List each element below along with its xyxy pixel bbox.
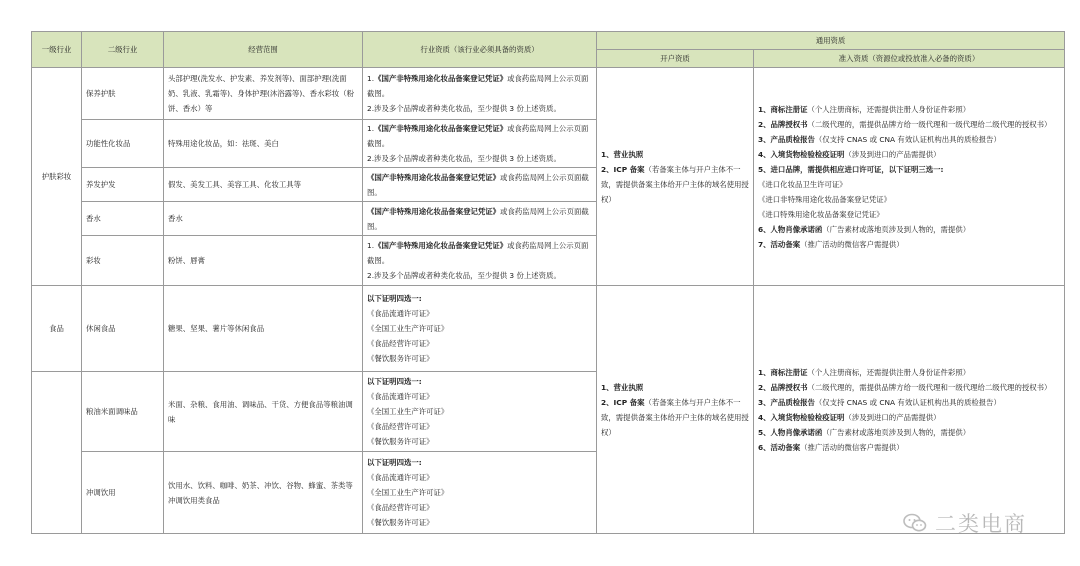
header-entry-qual: 准入资质（资源位或投放准入必备的资质）: [754, 50, 1065, 68]
cert-item: 《全国工业生产许可证》: [367, 407, 449, 416]
industry-qual-cell: [363, 372, 597, 452]
cert-name: 《国产非特殊用途化妆品备案登记凭证》: [367, 172, 501, 182]
qual-line: 或食药监局网上公示页面截图。: [367, 74, 589, 98]
table-row: [32, 68, 1065, 120]
cert-name: 《国产非特殊用途化妆品备案登记凭证》: [367, 206, 501, 216]
qual-line: 2.涉及多个品牌或者种类化妆品，至少提供 3 份上述资质。: [367, 104, 561, 113]
industry-qual-cell: [363, 286, 597, 372]
watermark-text: 二类电商: [935, 512, 1027, 536]
level2-cell: 休闲食品: [82, 286, 164, 372]
entry-qual-cell-skincare: [754, 68, 1065, 286]
cert-item: 《食品经营许可证》: [367, 422, 434, 431]
open-qual-cell-skincare: [597, 68, 754, 286]
open-qual-cell-food: [597, 286, 754, 534]
cert-item: 《食品经营许可证》: [367, 339, 434, 348]
industry-qual-cell: [363, 452, 597, 534]
cert-item: 《全国工业生产许可证》: [367, 488, 449, 497]
entry-item: 1、商标注册证（个人注册商标，还需提供注册人身份证件彩照）: [758, 367, 971, 377]
entry-item: 《进口非特殊用途化妆品备案登记凭证》: [758, 194, 892, 204]
entry-item: 6、人物肖像承诺函（广告素材或落地页涉及到人物的，需提供）: [758, 224, 971, 234]
cert-item: 《食品经营许可证》: [367, 503, 434, 512]
header-general-qual: 通用资质: [597, 32, 1065, 50]
wechat-icon: [903, 513, 927, 533]
industry-qual-cell: [363, 202, 597, 236]
industry-qual-cell: [363, 68, 597, 120]
level2-cell: 保养护肤: [82, 68, 164, 120]
qualification-table: [31, 31, 1065, 534]
qual-line: 1.: [367, 74, 375, 83]
level2-cell: 粮油米面调味品: [82, 372, 164, 452]
scope-cell: 特殊用途化妆品，如：祛斑、美白: [164, 120, 363, 168]
table-row: [32, 286, 1065, 372]
entry-item: 3、产品质检报告（仅支持 CNAS 或 CNA 有效认证机构出具的质检报告）: [758, 397, 1001, 407]
cert-name: 《国产非特殊用途化妆品备案登记凭证》: [374, 74, 508, 83]
qual-line: 1.: [367, 124, 375, 133]
qual-line: 1.: [367, 241, 375, 250]
header-level2: 二级行业: [82, 32, 164, 68]
entry-item: 2、品牌授权书（二级代理的，需提供品牌方给一级代理和一级代理给二级代理的授权书）: [758, 119, 1052, 129]
qual-head: 以下证明四选一:: [367, 294, 422, 303]
level2-cell: 香水: [82, 202, 164, 236]
open-qual-note: （若备案主体与开户主体不一致，需提供备案主体给开户主体的域名使用授权）: [601, 397, 749, 437]
qual-line: 或食药监局网上公示页面截图。: [367, 172, 589, 197]
scope-cell: 假发、美发工具、美容工具、化妆工具等: [164, 168, 363, 202]
entry-item: 5、人物肖像承诺函（广告素材或落地页涉及到人物的，需提供）: [758, 427, 971, 437]
entry-item: 4、入境货物检验检疫证明（涉及到进口的产品需提供）: [758, 412, 941, 422]
header-industry-qual: 行业资质（该行业必须具备的资质）: [363, 32, 597, 68]
entry-qual-cell-food: [754, 286, 1065, 534]
open-qual-item: 1、营业执照: [601, 149, 644, 159]
header-scope: 经营范围: [164, 32, 363, 68]
open-qual-item: 2、ICP 备案: [601, 164, 645, 174]
qual-line: 或食药监局网上公示页面截图。: [367, 206, 589, 231]
level2-cell: 养发护发: [82, 168, 164, 202]
watermark: [903, 508, 1027, 538]
industry-qual-cell: [363, 236, 597, 286]
entry-item: 7、活动备案（推广活动的微信客户需提供）: [758, 239, 904, 249]
qual-line: 2.涉及多个品牌或者种类化妆品，至少提供 3 份上述资质。: [367, 154, 561, 163]
open-qual-note: （若备案主体与开户主体不一致，需提供备案主体给开户主体的域名使用授权）: [601, 164, 749, 204]
scope-cell: 香水: [164, 202, 363, 236]
header-open-qual: 开户资质: [597, 50, 754, 68]
qual-head: 以下证明四选一:: [367, 377, 422, 386]
scope-cell: 粉饼、唇膏: [164, 236, 363, 286]
scope-cell: 饮用水、饮料、咖啡、奶茶、冲饮、谷物、蜂蜜、茶类等冲调饮用类食品: [164, 452, 363, 534]
scope-cell: 米面、杂粮、食用油、调味品、干货、方便食品等粮油调味: [164, 372, 363, 452]
scope-cell: 糖果、坚果、薯片等休闲食品: [164, 286, 363, 372]
group-label-empty: [32, 372, 82, 534]
header-level1: 一级行业: [32, 32, 82, 68]
qual-head: 以下证明四选一:: [367, 458, 422, 467]
cert-item: 《食品流通许可证》: [367, 392, 434, 401]
level2-cell: 彩妆: [82, 236, 164, 286]
open-qual-item: 1、营业执照: [601, 382, 644, 392]
group-label-food: 食品: [32, 286, 82, 372]
cert-item: 《全国工业生产许可证》: [367, 324, 449, 333]
entry-item: 1、商标注册证（个人注册商标，还需提供注册人身份证件彩照）: [758, 104, 971, 114]
entry-item: 《进口化妆品卫生许可证》: [758, 179, 847, 189]
open-qual-item: 2、ICP 备案: [601, 397, 645, 407]
level2-cell: 冲调饮用: [82, 452, 164, 534]
entry-item: 5、进口品牌，需提供相应进口许可证，以下证明三选一:: [758, 164, 944, 174]
cert-item: 《餐饮服务许可证》: [367, 518, 434, 527]
group-label-skincare: 护肤彩妆: [32, 68, 82, 286]
scope-cell: 头部护理(洗发水、护发素、养发剂等)、面部护理(洗面奶、乳液、乳霜等)、身体护理(沐浴露等)、香水彩妆（粉饼、香水）等: [164, 68, 363, 120]
qual-line: 或食药监局网上公示页面截图。: [367, 241, 589, 265]
qual-line: 2.涉及多个品牌或者种类化妆品，至少提供 3 份上述资质。: [367, 271, 561, 280]
industry-qual-cell: [363, 120, 597, 168]
entry-item: 4、入境货物检验检疫证明（涉及到进口的产品需提供）: [758, 149, 941, 159]
industry-qual-cell: [363, 168, 597, 202]
cert-item: 《食品流通许可证》: [367, 309, 434, 318]
cert-name: 《国产非特殊用途化妆品备案登记凭证》: [374, 241, 508, 250]
cert-item: 《餐饮服务许可证》: [367, 437, 434, 446]
entry-item: 3、产品质检报告（仅支持 CNAS 或 CNA 有效认证机构出具的质检报告）: [758, 134, 1001, 144]
entry-item: 《进口特殊用途化妆品备案登记凭证》: [758, 209, 884, 219]
qual-line: 或食药监局网上公示页面截图。: [367, 124, 589, 148]
cert-item: 《餐饮服务许可证》: [367, 354, 434, 363]
level2-cell: 功能性化妆品: [82, 120, 164, 168]
cert-item: 《食品流通许可证》: [367, 473, 434, 482]
cert-name: 《国产非特殊用途化妆品备案登记凭证》: [374, 124, 508, 133]
entry-item: 6、活动备案（推广活动的微信客户需提供）: [758, 442, 904, 452]
entry-item: 2、品牌授权书（二级代理的，需提供品牌方给一级代理和一级代理给二级代理的授权书）: [758, 382, 1052, 392]
